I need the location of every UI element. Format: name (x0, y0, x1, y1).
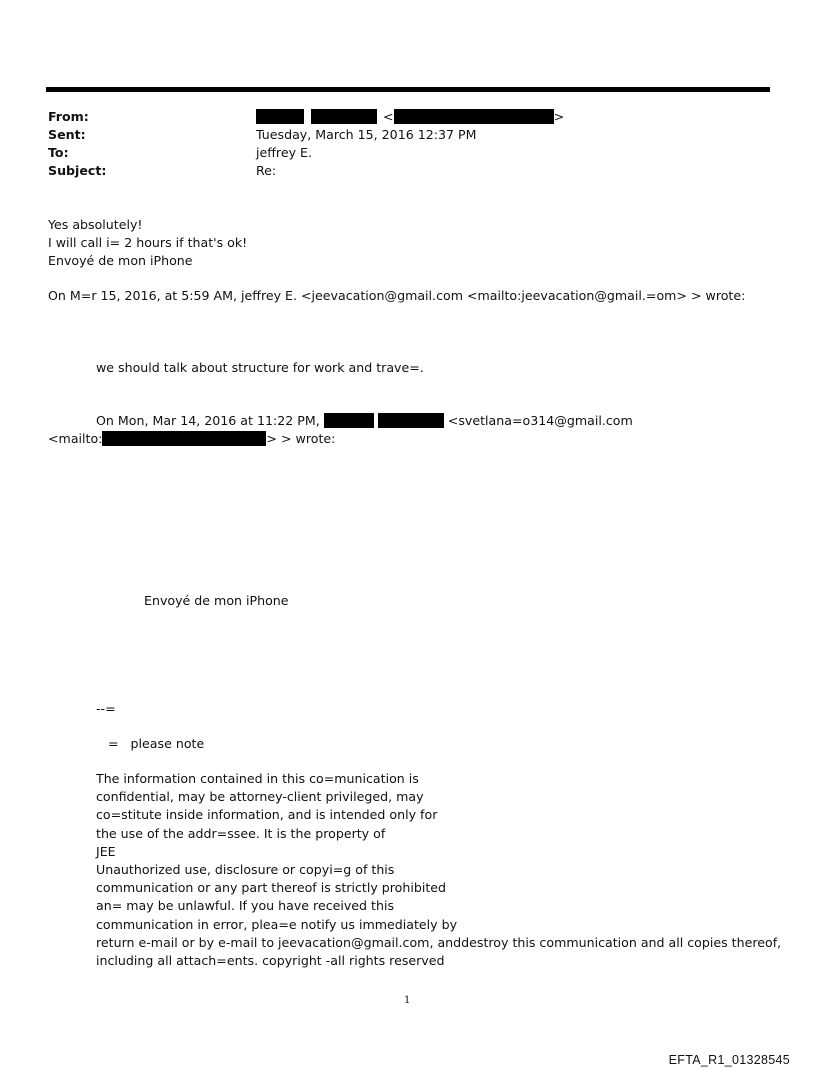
second-quote-mailto-line (48, 431, 335, 446)
from-open-bracket: < (383, 109, 394, 124)
second-quote-line (96, 413, 633, 428)
redaction-block (378, 413, 444, 428)
second-quote-end: > > wrote: (266, 431, 336, 446)
from-value (256, 109, 564, 124)
header-rule (46, 87, 770, 92)
disclaimer-line: an= may be unlawful. If you have received this (96, 898, 395, 914)
sent-label: Sent: (48, 127, 86, 142)
reply-line: Envoyé de mon iPhone (48, 253, 193, 269)
redaction-block (256, 109, 304, 124)
disclaimer-line: co=stitute inside information, and is intended only for (96, 807, 438, 823)
second-quote-start: On Mon, Mar 14, 2016 at 11:22 PM, (96, 413, 320, 428)
second-quote-email: <svetlana=o314@gmail.com (447, 413, 633, 428)
reply-line: Yes absolutely! (48, 217, 143, 232)
disclaimer-line: Unauthorized use, disclosure or copyi=g of this (96, 862, 395, 878)
disclaimer-line: communication in error, plea=e notify us immediately by (96, 916, 458, 932)
document-id: EFTA_R1_01328545 (668, 1053, 790, 1067)
subject-value: Re: (256, 163, 277, 178)
page-number: 1 (404, 995, 411, 1006)
sent-value: Tuesday, March 15, 2016 12:37 PM (256, 127, 477, 142)
disclaimer-line: communication or any part thereof is strictly prohibited (96, 880, 447, 896)
from-label: From: (48, 109, 89, 124)
disclaimer-line: confidential, may be attorney-client privileged, may (96, 789, 424, 805)
to-label: To: (48, 145, 69, 160)
jeffrey-message: we should talk about structure for work and trave=. (96, 360, 424, 375)
from-close-bracket: > (553, 109, 565, 124)
signature: Envoyé de mon iPhone (144, 593, 289, 608)
disclaimer-block (96, 770, 781, 970)
disclaimer-line: including all attach=ents. copyright -all rights reserved (96, 953, 445, 969)
disclaimer-line: the use of the addr=ssee. It is the property of (96, 825, 386, 841)
redaction-block (311, 109, 377, 124)
redaction-block (324, 413, 374, 428)
second-quote-mailto: <mailto: (48, 431, 103, 446)
redaction-block (102, 431, 266, 446)
to-value: jeffrey E. (256, 145, 312, 160)
disclaimer-line: The information contained in this co=munication is (96, 771, 419, 786)
disclaimer-line: return e-mail or by e-mail to jeevacation@gmail.com, anddestroy this communication and all copies thereof, (96, 934, 782, 950)
reply-line: I will call i= 2 hours if that's ok! (48, 235, 248, 251)
disclaimer-line: JEE (96, 843, 116, 859)
separator: --= (96, 701, 116, 716)
quote-intro: On M=r 15, 2016, at 5:59 AM, jeffrey E. <jeevacation@gmail.com <mailto:jeevacation@gmail.=om> > wrote: (48, 288, 746, 303)
redaction-block (394, 109, 554, 124)
please-note: = please note (108, 736, 205, 751)
subject-label: Subject: (48, 163, 107, 178)
reply-block (48, 216, 247, 271)
